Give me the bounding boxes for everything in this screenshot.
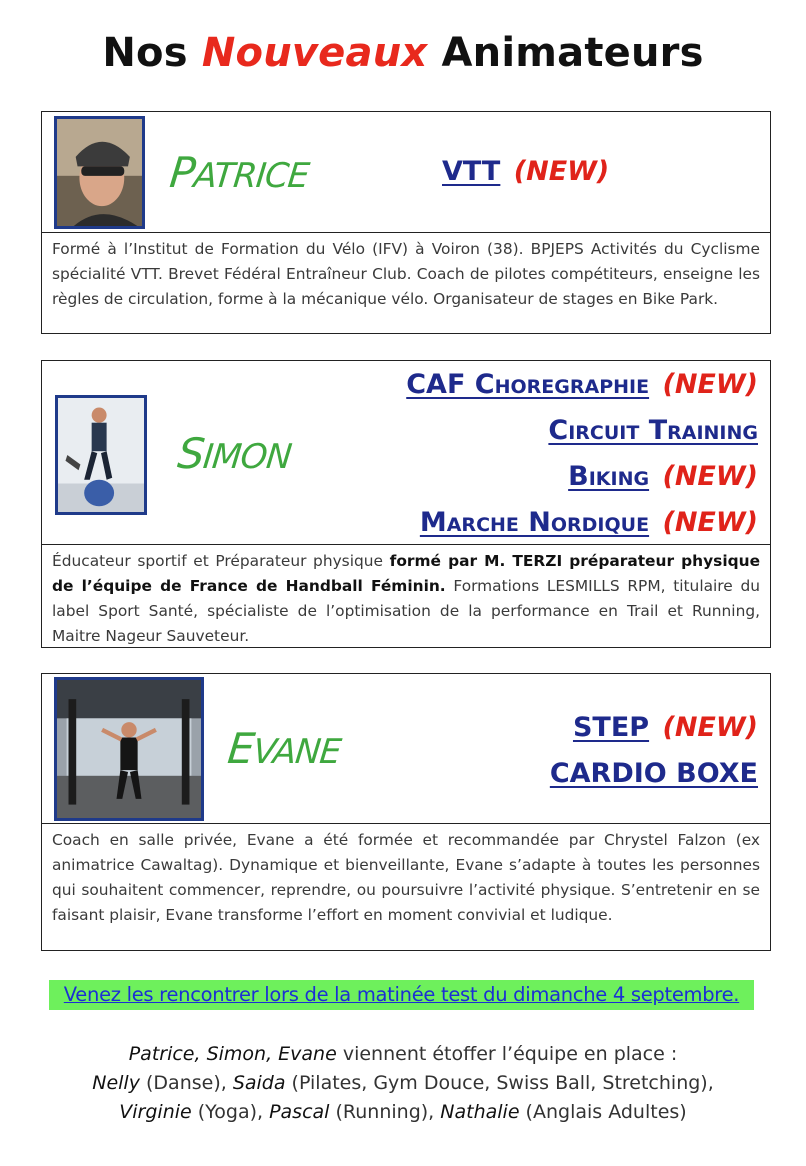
new-badge: (NEW) [662,712,758,743]
description-evane: Coach en salle privée, Evane a été formée et recommandée par Chrystel Falzon (ex animatrice Cawaltag). Dynamique et bienveillante, Evane s’adapte à toutes les personnes qui souhaitent commencer, reprendre, ou poursuivre l’activité physique. S’entretenir en se faisant plaisir, Evane transforme l’effort en moment convivial et ludique. [52,831,760,924]
new-badge: (NEW) [662,461,758,492]
title-accent: Nouveaux [201,30,428,76]
activity-circuit-training: Circuit Training [548,415,758,446]
new-badge: (NEW) [662,369,758,400]
photo-patrice [54,116,145,229]
call-to-action: Venez les rencontrer lors de la matinée test du dimanche 4 septembre. [49,980,754,1010]
photo-evane [54,677,204,821]
activity-cardio-boxe: CARDIO BOXE [549,758,758,789]
description-patrice: Formé à l’Institut de Formation du Vélo (IFV) à Voiron (38). BPJEPS Activités du Cyclisme spécialité VTT. Brevet Fédéral Entraîneur Club. Coach de pilotes compétiteurs, enseigne les règles de circulation, forme à la mécanique vélo. Organisateur de stages en Bike Park. [52,240,760,308]
activity-biking: Biking (NEW) [568,461,758,492]
name-simon: SIMON [175,429,293,478]
team-summary [0,1040,806,1127]
card-header [42,674,770,824]
description-simon: Éducateur sportif et Préparateur physique formé par M. TERZI préparateur physique de l’équipe de France de Handball Féminin. Formations LESMILLS RPM, titulaire du label Sport Santé, spécialiste de l’optimisation de la performance en Trail et Running, Maitre Nageur Sauveteur. [52,552,761,645]
animator-card-simon [41,360,771,648]
animator-card-patrice [41,111,771,334]
activity-vtt: VTT (NEW) [442,156,610,187]
photo-simon [55,395,147,515]
name-evane: EVANE [225,724,343,773]
title-prefix: Nos [102,30,202,76]
activity-caf: CAF Choregraphie (NEW) [406,369,758,400]
page-title [0,30,806,76]
activity-marche-nordique: Marche Nordique (NEW) [419,507,758,538]
new-badge: (NEW) [662,507,758,538]
animator-card-evane [41,673,771,951]
team-line-1: Patrice, Simon, Evane viennent étoffer l’équipe en place : [128,1043,678,1065]
title-suffix: Animateurs [427,30,704,76]
team-line-3: Virginie (Yoga), Pascal (Running), Nathalie (Anglais Adultes) [119,1101,687,1123]
new-badge: (NEW) [513,156,610,187]
activity-step: STEP (NEW) [572,712,758,743]
card-header [42,112,770,233]
card-header [42,361,770,545]
team-line-2: Nelly (Danse), Saida (Pilates, Gym Douce, Swiss Ball, Stretching), [92,1072,714,1094]
name-patrice: PATRICE [167,148,311,197]
